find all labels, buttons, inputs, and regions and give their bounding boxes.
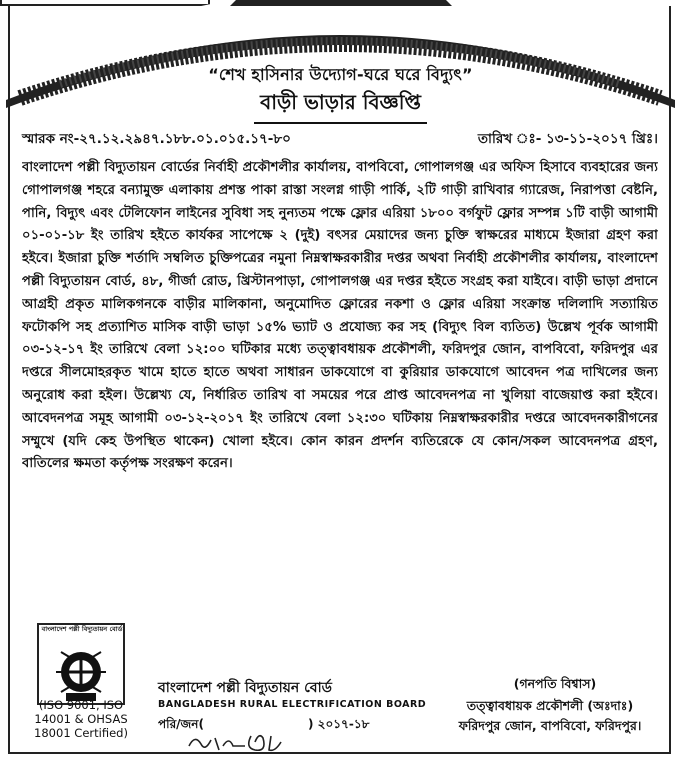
iso-certification: (ISO 9001, ISO 14001 & OHSAS 18001 Certified) xyxy=(34,698,128,740)
notice-title: বাড়ী ভাড়ার বিজ্ঞপ্তি xyxy=(254,88,427,124)
notice-title-wrap xyxy=(0,88,681,124)
signatory-name: (গনপতি বিশ্বাস) xyxy=(513,676,597,691)
reference-prefix: পরি/জন( xyxy=(158,717,204,731)
org-name-bangla: বাংলাদেশ পল্লী বিদ্যুতায়ন বোর্ড xyxy=(158,680,332,696)
signatory-title: তত্ত্বাবধায়ক প্রকৌশলী (অঃদাঃ) xyxy=(466,698,634,713)
notice-body: বাংলাদেশ পল্লী বিদ্যুতায়ন বোর্ডের নির্বাহী প্রকৌশলীর কার্যালয়, বাপবিবো, গোপালগঞ্জ এর অফিস হিসাবে ব্যবহারের জন্য গোপালগঞ্জ শহরে বন্যামুক্ত এলাকায় প্রশস্ত পাকা রাস্তা সংলগ্ন গাড়ী পার্কি, ২টি গাড়ী রাখিবার গ্যারেজ, নিরাপত্তা বেষ্টনি, পানি, বিদ্যুৎ এবং টেলিফোন লাইনের সুবিধা সহ নুন্যতম পক্ষে ফ্লোর এরিয়া ১৮০০ বর্গফুট ফ্লোর সম্পন্ন ১টি বাড়ী আগামী ০১-০১-১৮ ইং তারিখ হইতে কার্যকর সাপেক্ষে ২ (দুই) বৎসর মেয়াদের জন্য চুক্তি স্বাক্ষরের মাধ্যমে ইজারা গ্রহণ করা হইবে। ইজারা চুক্তি শর্তাদি সম্বলিত চুক্তিপত্রের নমুনা নিম্নস্বাক্ষরকারীর দপ্তর অথবা নির্বাহী প্রকৌশলীর কার্যালয়, বাংলাদেশ পল্লী বিদ্যুতায়ন বোর্ড, ৪৮, গীর্জা রোড, খ্রিস্টানপাড়া, গোপালগঞ্জ এর দপ্তর হইতে সংগ্রহ করা যাইবে। বাড়ী ভাড়া প্রদানে আগ্রহী প্রকৃত মালিকগনকে বাড়ীর মালিকানা, অনুমোদিত ফ্লোরের নকশা ও ফ্লোর এরিয়া সংক্রান্ত দলিলাদি সত্যায়িত ফটোকপি সহ প্রত্যাশিত মাসিক বাড়ী ভাড়া ১৫% ভ্যাট ও প্রযোজ্য কর সহ (বিদ্যুৎ বিল ব্যতিত) উল্লেখ পূর্বক আগামী ০৩-১২-১৭ ইং তারিখে বেলা ১২:০০ ঘটিকার মধ্যে তত্ত্বাবধায়ক প্রকৌশলী, ফরিদপুর জোন, বাপবিবো, ফরিদপুর এর দপ্তরে সীলমোহরকৃত খামে হাতে হাতে অথবা সাধারন ডাকযোগে বা কুরিয়ার ডাকযোগে আবেদন পত্র দাখিলের জন্য অনুরোধ করা হইল। উল্লেখ্য যে, নির্ধারিত তারিখ বা সময়ের পরে প্রাপ্ত আবেদনপত্র না খুলিয়া বাজেয়াপ্ত করা হইবে। আবেদনপত্র সমূহ আগামী ০৩-১২-২০১৭ ইং তারিখে বেলা ১২:৩০ ঘটিকায় নিম্নস্বাক্ষরকারীর দপ্তরে আবেদনকারীগনের সম্মুখে (যদি কেহ উপস্থিত থাকেন) খোলা হইবে। কোন কারন প্রদর্শন ব্যতিরেকে যে কোন/সকল আবেদনপত্র গ্রহণ, বাতিলের ক্ষমতা কর্তৃপক্ষ সংরক্ষণ করেন। xyxy=(22,160,658,472)
memo-number: স্মারক নং-২৭.১২.২৯৪৭.১৮৮.০১.০১৫.১৭-৮০ xyxy=(22,131,291,147)
reference-line xyxy=(22,128,658,148)
notice-date: তারিখ ঃ- ১৩-১১-২০১৭ খ্রিঃ। xyxy=(477,131,658,147)
logo-caption: বাংলাদেশ পল্লী বিদ্যুতায়ন বোর্ড xyxy=(41,625,123,633)
org-name-english: BANGLADESH RURAL ELECTRIFICATION BOARD xyxy=(158,699,427,710)
signatory-office: ফরিদপুর জোন, বাপবিবো, ফরিদপুর। xyxy=(458,718,642,733)
reference-year: ) ২০১৭-১৮ xyxy=(308,717,370,731)
slogan: “শেখ হাসিনার উদ্যোগ-ঘরে ঘরে বিদ্যুৎ” xyxy=(208,65,473,84)
handwritten-reference-number xyxy=(185,728,295,758)
